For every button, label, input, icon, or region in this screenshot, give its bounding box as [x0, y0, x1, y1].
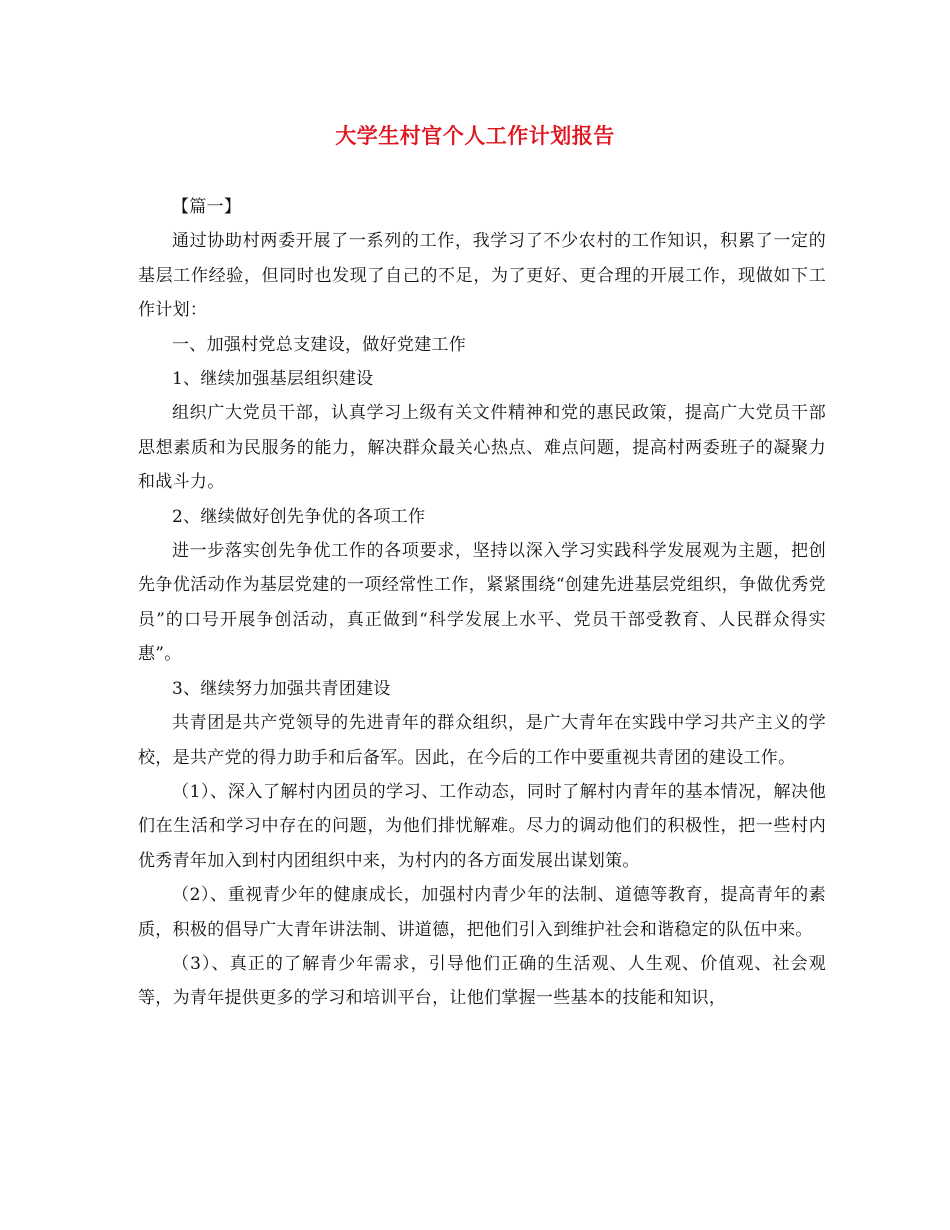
- paragraph-3: 共青团是共产党领导的先进青年的群众组织，是广大青年在实践中学习共产主义的学校，是共产党的得力助手和后备军。因此，在今后的工作中要重视共青团的建设工作。: [138, 713, 826, 768]
- subheading-2: 2、继续做好创先争优的各项工作: [172, 506, 426, 527]
- paragraph-2: 进一步落实创先争优工作的各项要求，坚持以深入学习实践科学发展观为主题，把创先争优活动作为基层党建的一项经常性工作，紧紧围绕“创建先进基层党组织，争做优秀党员”的口号开展争创活动，真正做到“科学发展上水平、党员干部受教育、人民群众得实惠”。: [138, 541, 826, 665]
- subheading-1: 1、继续加强基层组织建设: [172, 369, 374, 390]
- subheading-3: 3、继续努力加强共青团建设: [172, 678, 391, 699]
- paragraph-intro: 通过协助村两委开展了一系列的工作，我学习了不少农村的工作知识，积累了一定的基层工作经验，但同时也发现了自己的不足，为了更好、更合理的开展工作，现做如下工作计划：: [138, 231, 826, 321]
- paragraph-1: 组织广大党员干部，认真学习上级有关文件精神和党的惠民政策，提高广大党员干部思想素质和为民服务的能力，解决群众最关心热点、难点问题，提高村两委班子的凝聚力和战斗力。: [138, 403, 826, 493]
- document-body: [138, 190, 826, 1016]
- list-item-2: （2）、重视青少年的健康成长，加强村内青少年的法制、道德等教育，提高青年的素质，积极的倡导广大青年讲法制、讲道德，把他们引入到维护社会和谐稳定的队伍中来。: [138, 885, 826, 940]
- section-label: 【篇一】: [172, 197, 242, 217]
- heading-section-1: 一、加强村党总支建设，做好党建工作: [172, 334, 467, 355]
- list-item-1: （1）、深入了解村内团员的学习、工作动态，同时了解村内青年的基本情况，解决他们在生活和学习中存在的问题，为他们排忧解难。尽力的调动他们的积极性，把一些村内优秀青年加入到村内团组织中来，为村内的各方面发展出谋划策。: [138, 781, 826, 871]
- document-title: 大学生村官个人工作计划报告: [335, 123, 615, 148]
- list-item-3: （3）、真正的了解青少年需求，引导他们正确的生活观、人生观、价值观、社会观等，为青年提供更多的学习和培训平台，让他们掌握一些基本的技能和知识，: [138, 953, 826, 1009]
